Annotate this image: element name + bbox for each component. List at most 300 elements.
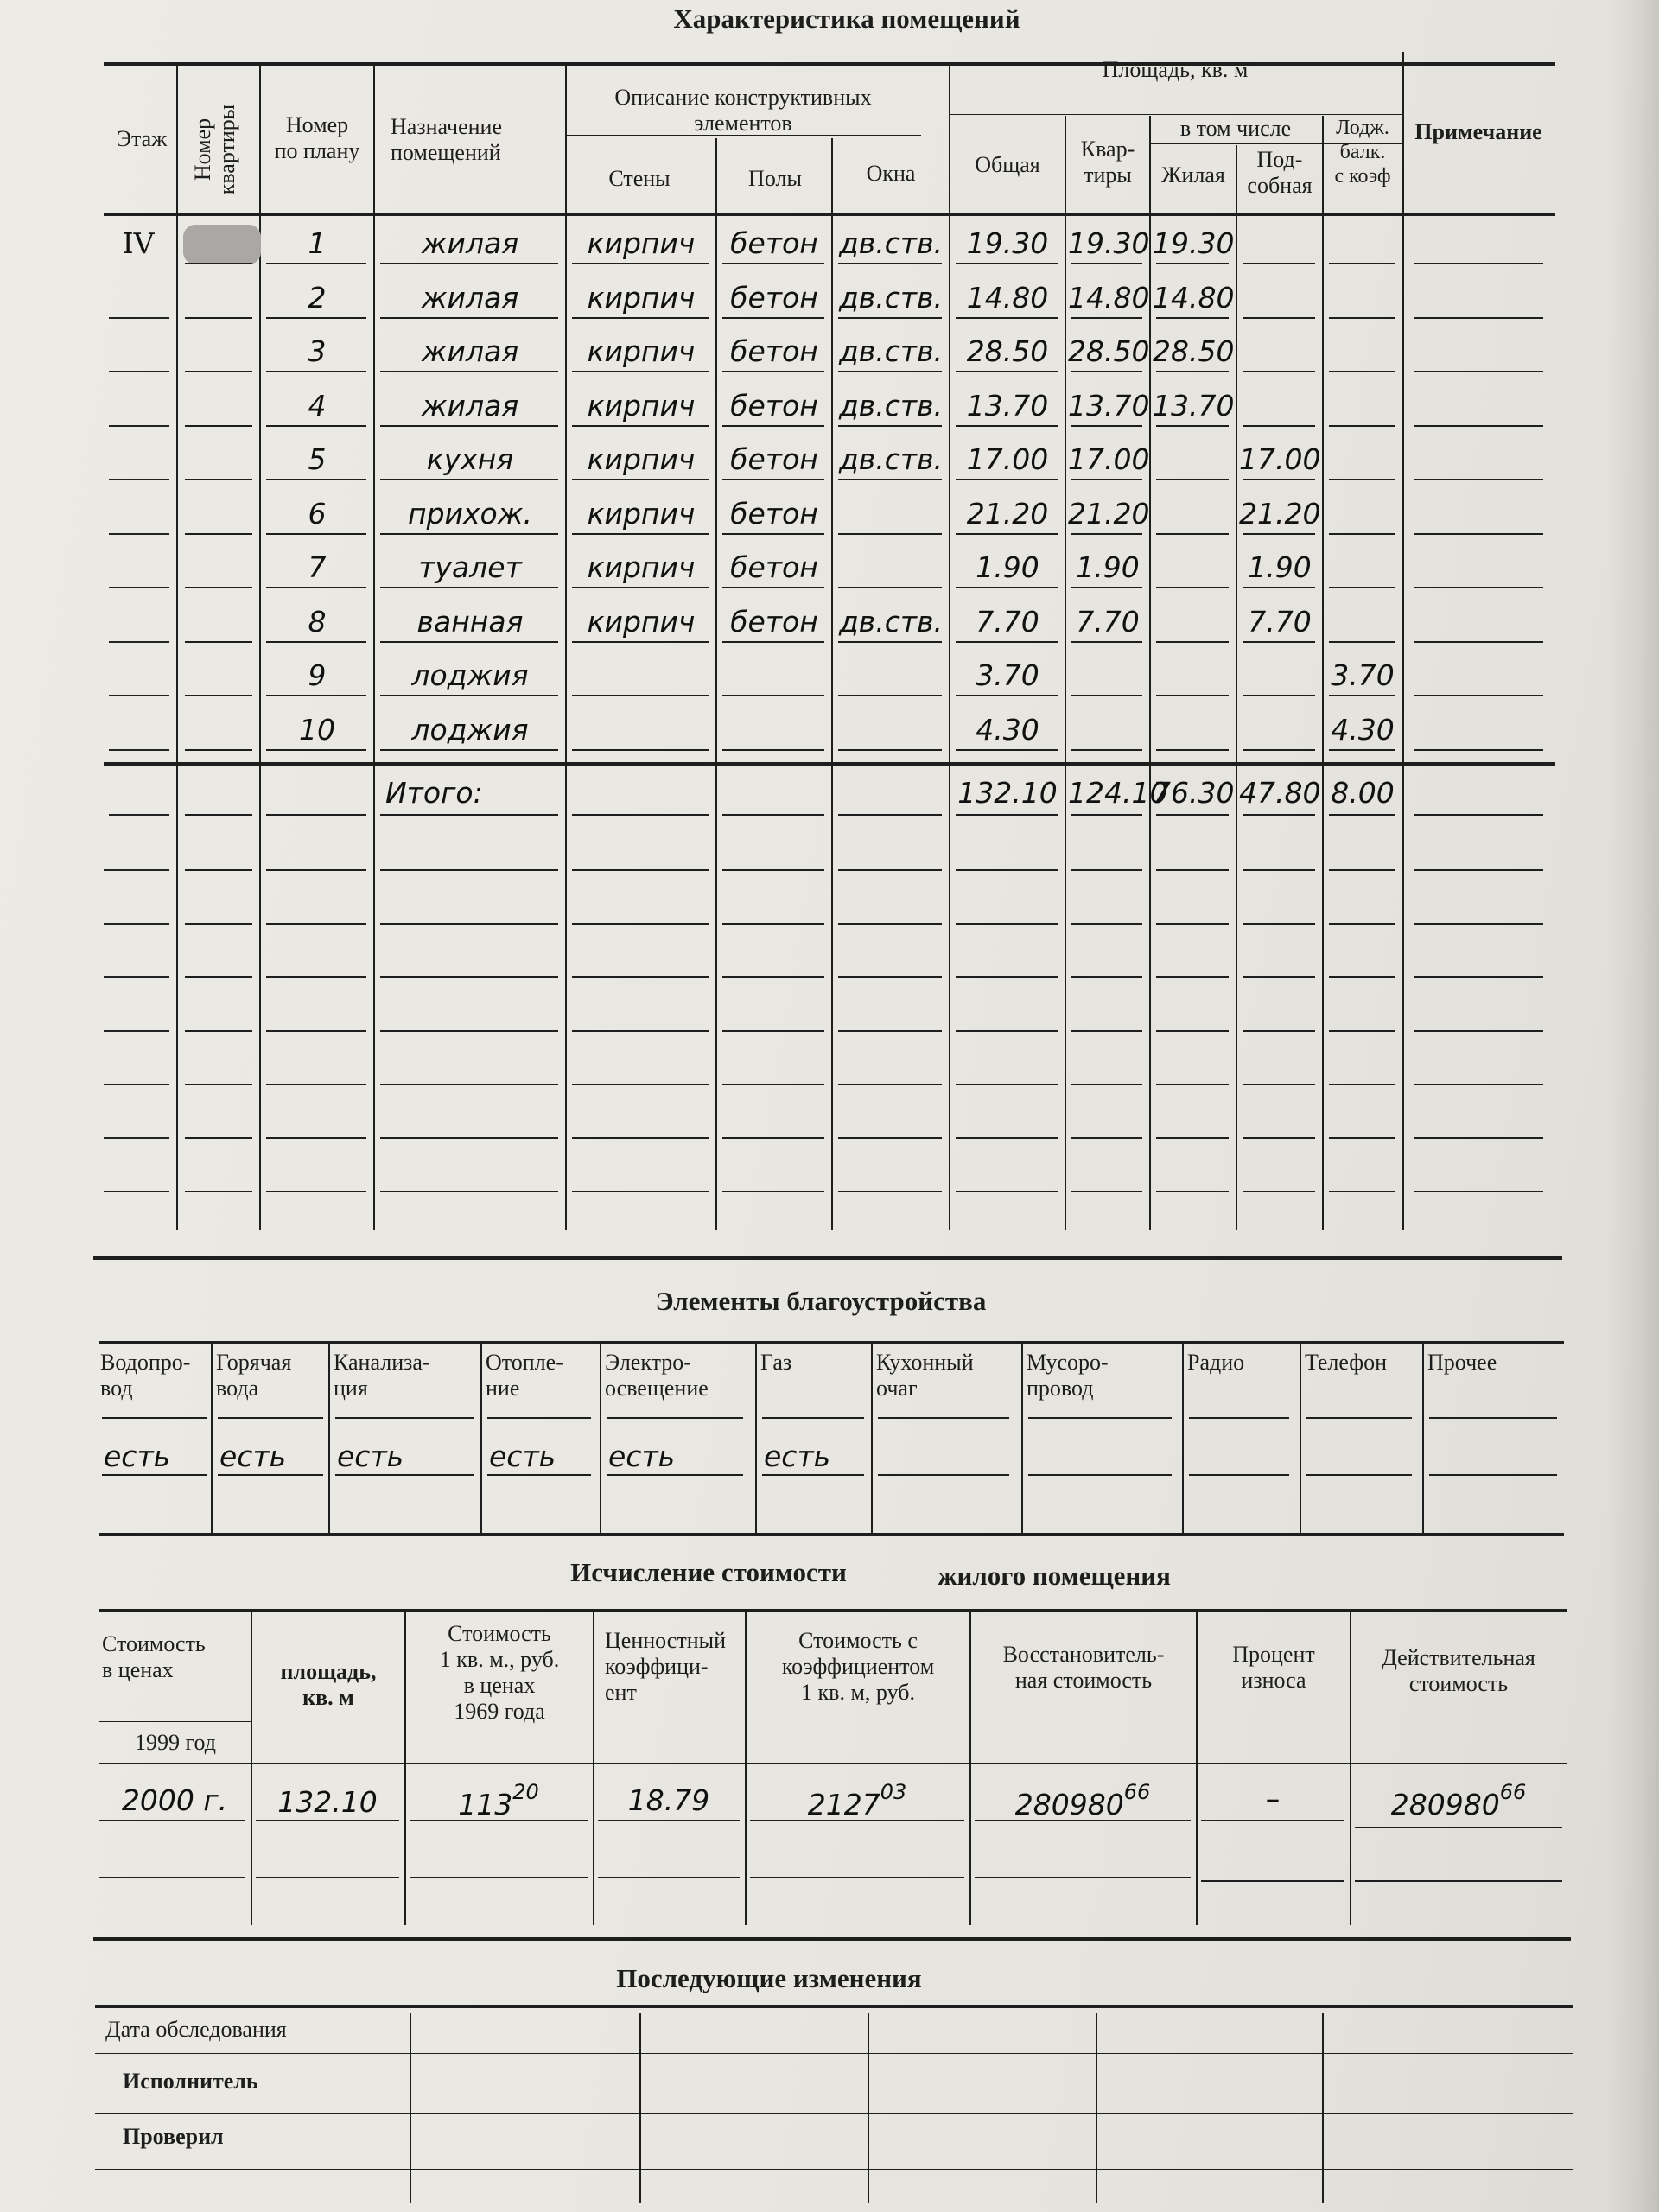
- cell-underline: [1329, 371, 1395, 372]
- floor-dash: [109, 425, 169, 427]
- floor-dash: [104, 1030, 169, 1032]
- floor-dash: [104, 923, 169, 925]
- cell-underline: [1071, 533, 1142, 535]
- room-floor: бетон: [730, 496, 818, 531]
- room-purpose: кухня: [426, 442, 514, 476]
- col-line: [1322, 116, 1324, 1230]
- room-total: 19.30: [966, 226, 1049, 260]
- empty-row-line: [185, 976, 252, 978]
- amenity-col-line: [1422, 1344, 1424, 1533]
- changes-row-1: Исполнитель: [123, 2069, 258, 2094]
- empty-row-line: [185, 1084, 252, 1085]
- cell-underline: [1156, 641, 1229, 643]
- empty-row-line: [722, 1084, 824, 1085]
- empty-row-line: [380, 923, 558, 925]
- cell-underline: [1329, 263, 1395, 264]
- room-floor: бетон: [730, 604, 818, 639]
- cell-underline: [1414, 263, 1543, 264]
- empty-row-line: [1156, 923, 1229, 925]
- amenity-value-1: есть: [219, 1440, 287, 1473]
- cost-actual-kop: 66: [1499, 1780, 1527, 1804]
- changes-col-line: [1322, 2013, 1324, 2203]
- room-walls: кирпич: [587, 388, 696, 423]
- floor-dash: [104, 1137, 169, 1139]
- empty-row-line: [572, 976, 709, 978]
- room-floor: бетон: [730, 334, 818, 368]
- cell-underline: [1414, 695, 1543, 696]
- room-walls: кирпич: [587, 604, 696, 639]
- room-walls: кирпич: [587, 226, 696, 260]
- changes-title: Последующие изменения: [616, 1963, 922, 1993]
- room-windows: дв.ств.: [838, 604, 944, 639]
- empty-row-line: [185, 869, 252, 871]
- cell-underline: [380, 425, 558, 427]
- changes-top-line: [95, 2005, 1573, 2008]
- cell-underline: [1156, 317, 1229, 319]
- floor-dash: [109, 587, 169, 588]
- amenities-title: Элементы благоустройства: [655, 1286, 987, 1316]
- cost-underline: [410, 1877, 588, 1878]
- cell-underline: [1329, 479, 1395, 480]
- amenity-value-line: [1189, 1474, 1289, 1476]
- header-plan-no: Номер по плану: [274, 112, 360, 163]
- cell-underline: [1071, 641, 1142, 643]
- room-no: 7: [308, 550, 327, 584]
- cell-underline: [572, 695, 709, 696]
- cost-header-wear: Процент износа: [1232, 1642, 1315, 1693]
- room-total: 7.70: [976, 604, 1039, 639]
- empty-row-line: [185, 1137, 252, 1139]
- empty-row-line: [266, 1191, 366, 1192]
- amenity-label-1: Горячая вода: [216, 1350, 292, 1401]
- totals-underline: [1329, 814, 1395, 816]
- room-floor: бетон: [730, 442, 818, 476]
- amenities-top-line: [99, 1341, 1564, 1344]
- empty-row-line: [1156, 1191, 1229, 1192]
- room-apt: 28.50: [1068, 334, 1150, 368]
- cell-underline: [185, 479, 252, 480]
- cell-underline: [722, 587, 824, 588]
- cost-title: Исчисление стоимости: [570, 1557, 847, 1587]
- empty-row-line: [1414, 1030, 1543, 1032]
- cell-underline: [1414, 587, 1543, 588]
- header-loggia: Лодж. балк. с коэф: [1334, 117, 1391, 188]
- cell-underline: [185, 533, 252, 535]
- cell-underline: [185, 371, 252, 372]
- cost-restoration-kop: 66: [1123, 1780, 1151, 1804]
- cell-underline: [1243, 533, 1315, 535]
- floor-dash: [109, 814, 169, 816]
- cell-underline: [380, 641, 558, 643]
- empty-row-line: [185, 1191, 252, 1192]
- amenity-header-line: [607, 1417, 743, 1419]
- cost-underline: [1201, 1820, 1344, 1821]
- changes-col-line: [1096, 2013, 1097, 2203]
- cost-coefficient-value: 18.79: [627, 1783, 710, 1817]
- empty-row-line: [1329, 976, 1395, 978]
- cell-underline: [1071, 425, 1142, 427]
- cell-underline: [1329, 425, 1395, 427]
- cost-col-line: [593, 1609, 594, 1925]
- amenity-col-line: [328, 1344, 330, 1533]
- cell-underline: [266, 317, 366, 319]
- totals-underline: [838, 814, 942, 816]
- cell-underline: [1156, 371, 1229, 372]
- cell-underline: [380, 479, 558, 480]
- totals-underline: [1071, 814, 1142, 816]
- cell-underline: [572, 533, 709, 535]
- cell-underline: [722, 317, 824, 319]
- empty-row-line: [722, 1191, 824, 1192]
- cell-underline: [1329, 587, 1395, 588]
- totals-underline: [380, 814, 558, 816]
- amenity-header-line: [1306, 1417, 1412, 1419]
- room-floor: бетон: [730, 280, 818, 315]
- room-no: 1: [308, 226, 327, 260]
- cell-underline: [722, 425, 824, 427]
- room-loggia: 3.70: [1331, 658, 1395, 692]
- changes-row-line: [95, 2169, 1573, 2170]
- amenity-col-line: [600, 1344, 601, 1533]
- cell-underline: [722, 371, 824, 372]
- amenity-value-line: [102, 1474, 207, 1476]
- cost-col-line: [251, 1609, 252, 1925]
- empty-row-line: [572, 1030, 709, 1032]
- cell-underline: [722, 533, 824, 535]
- cell-underline: [572, 317, 709, 319]
- empty-row-line: [1071, 1084, 1142, 1085]
- totals-total: 132.10: [957, 776, 1058, 810]
- room-total: 4.30: [976, 712, 1039, 747]
- cost-header-restoration: Восстановитель- ная стоимость: [1002, 1642, 1165, 1693]
- empty-row-line: [1071, 1030, 1142, 1032]
- room-total: 14.80: [966, 280, 1049, 315]
- cost-underline: [750, 1877, 964, 1878]
- cell-underline: [185, 317, 252, 319]
- empty-row-line: [266, 923, 366, 925]
- cell-underline: [956, 479, 1058, 480]
- amenity-col-line: [1300, 1344, 1301, 1533]
- cell-underline: [1071, 587, 1142, 588]
- cost-restoration-value: [971, 1780, 1194, 1822]
- cell-underline: [1071, 317, 1142, 319]
- header-total: Общая: [975, 152, 1040, 177]
- cell-underline: [266, 695, 366, 696]
- cell-underline: [572, 371, 709, 372]
- cost-area-value: 132.10: [277, 1785, 378, 1819]
- empty-row-line: [572, 1084, 709, 1085]
- room-living: 14.80: [1153, 280, 1235, 315]
- cell-underline: [1329, 641, 1395, 643]
- empty-row-line: [266, 1137, 366, 1139]
- totals-underline: [956, 814, 1058, 816]
- totals-underline: [722, 814, 824, 816]
- amenity-header-line: [335, 1417, 474, 1419]
- cell-underline: [185, 263, 252, 264]
- empty-row-line: [838, 923, 942, 925]
- cost-header-coefficient: Ценностный коэффици- ент: [605, 1628, 726, 1705]
- cell-underline: [266, 533, 366, 535]
- amenity-value-line: [1429, 1474, 1557, 1476]
- cell-underline: [380, 749, 558, 751]
- amenity-col-line: [211, 1344, 213, 1533]
- empty-row-line: [1156, 869, 1229, 871]
- floor-dash: [109, 533, 169, 535]
- cell-underline: [1156, 425, 1229, 427]
- cost-underline: [99, 1820, 245, 1821]
- cell-underline: [1414, 371, 1543, 372]
- cell-underline: [1414, 425, 1543, 427]
- totals-apt: 124.10: [1068, 776, 1168, 810]
- empty-row-line: [1156, 1030, 1229, 1032]
- cell-underline: [956, 425, 1058, 427]
- cell-underline: [1071, 263, 1142, 264]
- cell-underline: [1329, 317, 1395, 319]
- room-windows: дв.ств.: [838, 280, 944, 315]
- col-line: [373, 62, 375, 1230]
- cell-underline: [956, 533, 1058, 535]
- room-floor: бетон: [730, 226, 818, 260]
- totals-aux: 47.80: [1239, 776, 1321, 810]
- header-floor: Этаж: [116, 126, 168, 151]
- cell-underline: [266, 749, 366, 751]
- empty-row-line: [1071, 923, 1142, 925]
- header-structural: Описание конструктивных элементов: [614, 85, 872, 136]
- room-apt: 17.00: [1068, 442, 1150, 476]
- amenity-header-line: [1429, 1417, 1557, 1419]
- amenity-value-2: есть: [337, 1440, 404, 1473]
- empty-row-line: [722, 869, 824, 871]
- room-aux: 17.00: [1239, 442, 1321, 476]
- amenity-col-line: [1182, 1344, 1184, 1533]
- empty-row-line: [1243, 1191, 1315, 1192]
- empty-row-line: [1414, 869, 1543, 871]
- empty-row-line: [838, 976, 942, 978]
- room-total: 28.50: [966, 334, 1049, 368]
- floor-value: IV: [122, 226, 155, 260]
- room-walls: кирпич: [587, 334, 696, 368]
- totals-underline: [1243, 814, 1315, 816]
- cell-underline: [838, 695, 942, 696]
- cell-underline: [722, 641, 824, 643]
- cell-underline: [838, 749, 942, 751]
- cell-underline: [1243, 479, 1315, 480]
- cell-underline: [1071, 695, 1142, 696]
- cell-underline: [380, 371, 558, 372]
- rooms-header-bottom: [104, 213, 1555, 216]
- room-walls: кирпич: [587, 280, 696, 315]
- totals-label: Итого:: [385, 776, 483, 810]
- room-aux: 21.20: [1239, 496, 1321, 531]
- empty-row-line: [185, 923, 252, 925]
- col-line: [949, 62, 950, 1230]
- cell-underline: [1243, 263, 1315, 264]
- amenity-label-4: Электро- освещение: [605, 1350, 709, 1401]
- empty-row-line: [266, 869, 366, 871]
- header-walls: Стены: [608, 166, 671, 191]
- room-walls: кирпич: [587, 496, 696, 531]
- empty-row-line: [838, 1191, 942, 1192]
- room-no: 10: [299, 712, 335, 747]
- empty-row-line: [185, 1030, 252, 1032]
- cell-underline: [1414, 641, 1543, 643]
- area-header-line: [949, 114, 1402, 115]
- cost-bottom-line: [93, 1937, 1571, 1941]
- cell-underline: [956, 317, 1058, 319]
- amenity-label-2: Канализа- ция: [334, 1350, 430, 1401]
- empty-row-line: [956, 1030, 1058, 1032]
- changes-col-line: [868, 2013, 869, 2203]
- room-apt: 21.20: [1068, 496, 1150, 531]
- cell-underline: [722, 749, 824, 751]
- empty-row-line: [1414, 976, 1543, 978]
- room-purpose: жилая: [421, 334, 519, 368]
- redacted-apartment-number: [183, 225, 261, 264]
- cost-col-line: [745, 1609, 747, 1925]
- cell-underline: [838, 533, 942, 535]
- empty-row-line: [838, 1030, 942, 1032]
- empty-row-line: [838, 1084, 942, 1085]
- cell-underline: [838, 263, 942, 264]
- room-windows: дв.ств.: [838, 442, 944, 476]
- amenity-label-5: Газ: [760, 1350, 792, 1375]
- room-floor: бетон: [730, 388, 818, 423]
- empty-row-line: [380, 1191, 558, 1192]
- amenity-header-line: [218, 1417, 323, 1419]
- cell-underline: [266, 479, 366, 480]
- room-walls: кирпич: [587, 550, 696, 584]
- cost-col-line: [969, 1609, 971, 1925]
- cost-header-with-coef: Стоимость с коэффициентом 1 кв. м, руб.: [781, 1628, 935, 1705]
- amenity-value-line: [607, 1474, 743, 1476]
- changes-col-line: [410, 2013, 411, 2203]
- empty-row-line: [722, 1030, 824, 1032]
- empty-row-line: [722, 923, 824, 925]
- header-auxiliary: Под- собная: [1247, 147, 1313, 198]
- header-floors: Полы: [748, 166, 802, 191]
- room-purpose: лоджия: [411, 712, 529, 747]
- floor-dash: [109, 695, 169, 696]
- amenity-header-line: [878, 1417, 1009, 1419]
- empty-row-line: [1071, 1191, 1142, 1192]
- header-including: в том числе: [1179, 116, 1292, 141]
- amenity-value-line: [218, 1474, 323, 1476]
- cost-underline: [975, 1820, 1191, 1821]
- room-no: 5: [308, 442, 327, 476]
- cost-1969-rub: 113: [458, 1788, 513, 1821]
- empty-row-line: [1414, 923, 1543, 925]
- col-line: [1402, 52, 1404, 1230]
- room-loggia: 4.30: [1331, 712, 1395, 747]
- cell-underline: [185, 695, 252, 696]
- empty-row-line: [956, 923, 1058, 925]
- cost-with-coef-rub: 2127: [807, 1788, 880, 1821]
- cell-underline: [1156, 695, 1229, 696]
- floor-dash: [109, 317, 169, 319]
- floor-dash: [109, 641, 169, 643]
- room-purpose: туалет: [418, 550, 522, 584]
- amenity-label-6: Кухонный очаг: [876, 1350, 974, 1401]
- amenity-label-10: Прочее: [1427, 1350, 1497, 1375]
- cell-underline: [1071, 371, 1142, 372]
- cost-header-actual: Действительная стоимость: [1382, 1645, 1535, 1696]
- changes-col-line: [639, 2013, 641, 2203]
- empty-row-line: [1243, 1137, 1315, 1139]
- room-purpose: ванная: [416, 604, 524, 639]
- room-apt: 13.70: [1068, 388, 1150, 423]
- cost-underline: [410, 1820, 588, 1821]
- cell-underline: [185, 425, 252, 427]
- cost-col-line: [1196, 1609, 1198, 1925]
- amenity-value-3: есть: [489, 1440, 556, 1473]
- cell-underline: [1243, 641, 1315, 643]
- cost-underline: [598, 1877, 740, 1878]
- amenity-value-line: [487, 1474, 591, 1476]
- empty-row-line: [1414, 1084, 1543, 1085]
- floor-dash: [109, 371, 169, 372]
- cost-underline: [975, 1877, 1191, 1878]
- empty-row-line: [722, 976, 824, 978]
- cost-underline: [1355, 1827, 1562, 1828]
- cell-underline: [838, 641, 942, 643]
- empty-row-line: [956, 1084, 1058, 1085]
- empty-row-line: [1071, 869, 1142, 871]
- empty-row-line: [572, 869, 709, 871]
- cost-top-line: [99, 1609, 1567, 1612]
- room-total: 21.20: [966, 496, 1049, 531]
- header-apartment: Квар- тиры: [1080, 137, 1135, 188]
- cell-underline: [380, 263, 558, 264]
- amenity-value-4: есть: [608, 1440, 676, 1473]
- empty-row-line: [1071, 1137, 1142, 1139]
- cell-underline: [956, 371, 1058, 372]
- room-living: 19.30: [1153, 226, 1235, 260]
- empty-row-line: [1156, 976, 1229, 978]
- cell-underline: [1243, 749, 1315, 751]
- amenity-col-line: [1021, 1344, 1023, 1533]
- empty-row-line: [1243, 976, 1315, 978]
- amenity-value-0: есть: [104, 1440, 171, 1473]
- room-total: 3.70: [976, 658, 1039, 692]
- empty-row-line: [572, 1137, 709, 1139]
- amenity-label-9: Телефон: [1305, 1350, 1388, 1375]
- room-purpose: лоджия: [411, 658, 529, 692]
- rooms-title: Характеристика помещений: [673, 3, 1020, 34]
- floor-dash: [104, 1084, 169, 1085]
- cell-underline: [1414, 533, 1543, 535]
- cost-wear-value: –: [1265, 1782, 1281, 1815]
- empty-row-line: [572, 923, 709, 925]
- cell-underline: [722, 695, 824, 696]
- cell-underline: [956, 587, 1058, 588]
- cell-underline: [1414, 749, 1543, 751]
- amenities-bottom-line: [99, 1533, 1564, 1536]
- cell-underline: [1071, 749, 1142, 751]
- col-line: [1065, 116, 1066, 1230]
- floor-dash: [104, 1191, 169, 1192]
- amenity-col-line: [755, 1344, 757, 1533]
- cell-underline: [266, 425, 366, 427]
- cost-col-line: [404, 1609, 406, 1925]
- cost-year-value: 2000 г.: [121, 1783, 228, 1817]
- amenity-value-line: [878, 1474, 1009, 1476]
- cell-underline: [572, 479, 709, 480]
- cost-header-1969: Стоимость 1 кв. м., руб. в ценах 1969 года: [439, 1621, 560, 1724]
- empty-row-line: [1243, 923, 1315, 925]
- empty-row-line: [722, 1137, 824, 1139]
- empty-row-line: [956, 976, 1058, 978]
- room-living: 28.50: [1153, 334, 1235, 368]
